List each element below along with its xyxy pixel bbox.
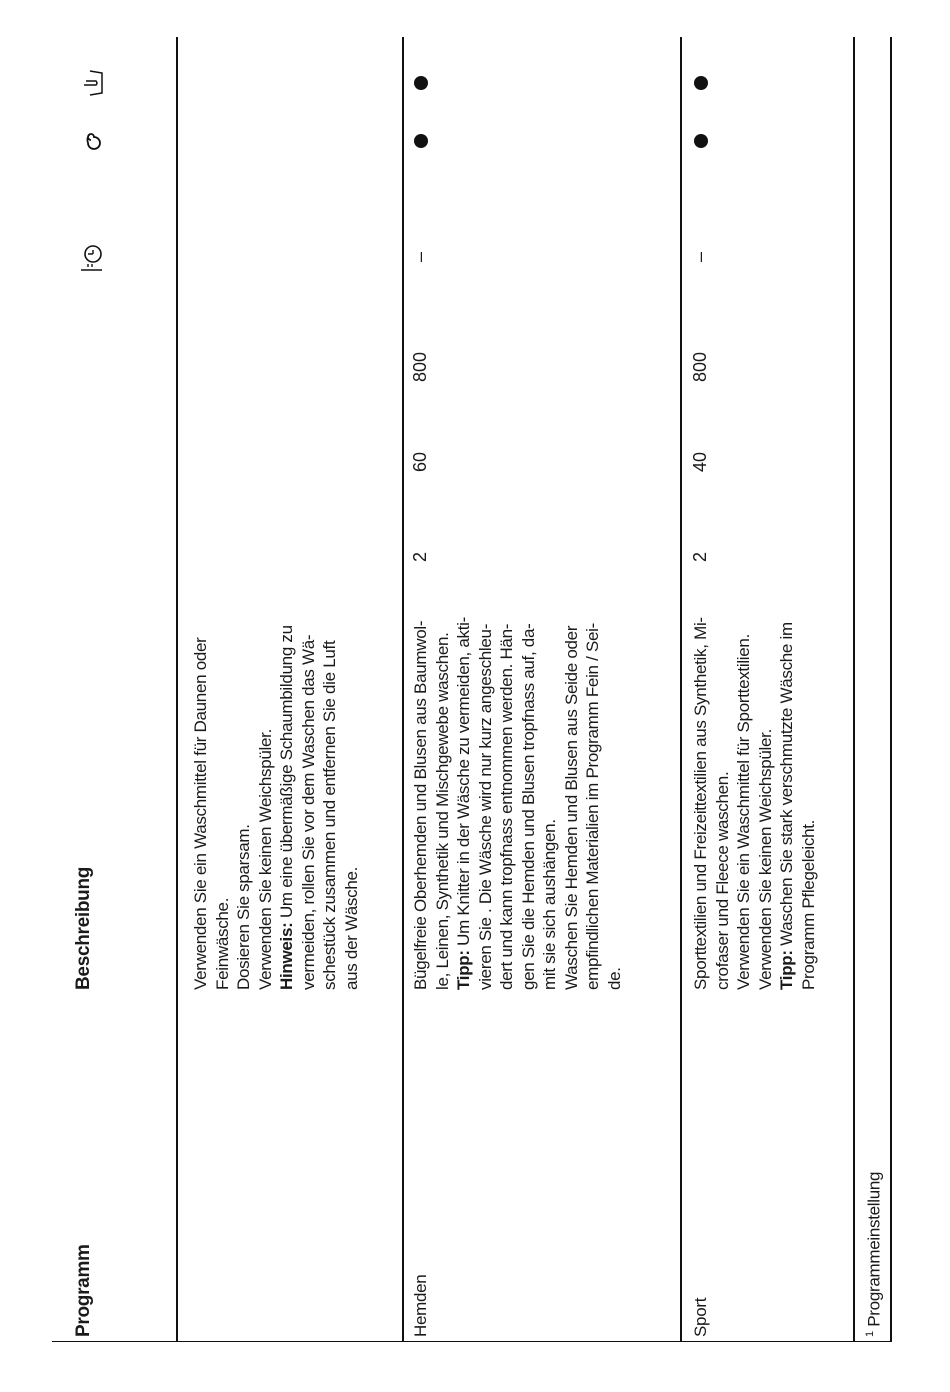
column-separator (52, 1341, 890, 1342)
row1-description (190, 530, 362, 990)
header-rule (176, 37, 178, 1342)
row2-tip-label: Tipp: (454, 950, 473, 990)
row1-line (276, 530, 298, 990)
row2-temp: 60 (410, 451, 430, 472)
program-name: Hemden (411, 1274, 430, 1337)
row3-line: Verwenden Sie ein Waschmittel für Sporttextilien. (734, 633, 753, 990)
hand-wash-icon (80, 69, 106, 97)
timer-icon (78, 242, 106, 272)
row3-spin: 800 (690, 351, 710, 382)
footnote-rule (890, 37, 892, 1342)
row-rule (402, 37, 404, 1342)
row3-line: crofaser und Fleece waschen. (712, 771, 732, 990)
row2-line: gen Sie die Hemden und Blusen tropfnass auf, da- (518, 623, 538, 990)
row1-line: vermeiden, rollen Sie vor dem Waschen das Wä- (298, 634, 318, 990)
row2-tip-text: Um Knitter in der Wäsche zu vermeiden, akti- (454, 617, 473, 951)
row2-spin: 800 (410, 351, 430, 382)
footnote-marker: 1 (864, 1331, 876, 1337)
row2-line: dert und kann tropfnass entnommen werden. Hän- (497, 623, 516, 990)
row2-line: mit sie sich aushängen. (540, 819, 559, 990)
row1-hint-text: Um eine übermäßige Schaumbildung zu (277, 625, 296, 923)
row2-line: Waschen Sie Hemden und Blusen aus Seide oder (561, 625, 581, 990)
row3-hand-dot (694, 76, 708, 90)
row2-line: de. (604, 967, 624, 990)
header-description: Beschreibung (73, 866, 94, 990)
row2-line: vieren Sie . Die Wäsche wird nur kurz angeschleu- (475, 623, 495, 990)
footnote (860, 1172, 885, 1337)
row-rule (853, 37, 855, 1342)
row3-line: Sporttextilien und Freizeittextilien aus Synthetik, Mi- (691, 617, 710, 990)
row1-line: Feinwäsche. (212, 897, 232, 990)
row1-line: schestück zusammen und entfernen Sie die Luft (320, 640, 339, 990)
row3-description (690, 490, 819, 990)
row1-line: Verwenden Sie ein Waschmittel für Daunen oder (191, 637, 210, 990)
row3-swirl-dot (694, 134, 708, 148)
row1-line: aus der Wäsche. (341, 866, 361, 990)
row-rule (680, 37, 682, 1342)
header-program: Programm (73, 1244, 94, 1337)
row3-temp: 40 (690, 451, 710, 472)
row1-line: Verwenden Sie keinen Weichspüler. (255, 728, 275, 990)
row2-load: 2 (410, 551, 430, 562)
row3-line: Programm Pflegeleicht. (798, 819, 818, 990)
row2-description (410, 490, 625, 990)
row3-load: 2 (690, 551, 710, 562)
row3-line: Verwenden Sie keinen Weichspüler. (755, 728, 775, 990)
row2-line (453, 490, 475, 990)
row2-swirl-dot (414, 134, 428, 148)
row2-line: Bügelfreie Oberhemden und Blusen aus Baumwol- (411, 620, 430, 990)
row2-timer: – (410, 251, 430, 262)
program-name: Sport (691, 1297, 710, 1337)
row3-timer: – (690, 251, 710, 262)
row3-line (776, 490, 798, 990)
row3-tip-label: Tipp: (777, 950, 796, 990)
row3-tip-text: Waschen Sie stark verschmutzte Wäsche im (777, 622, 796, 951)
row1-hint-label: Hinweis: (277, 922, 296, 990)
row2-line: le, Leinen, Synthetik und Mischgewebe waschen. (432, 632, 452, 990)
swirl-icon (79, 128, 103, 152)
footnote-text: Programmeinstellung (864, 1171, 884, 1327)
row1-line: Dosieren Sie sparsam. (234, 824, 253, 990)
row2-line: empfindlichen Materialien im Programm Fein / Sei- (583, 623, 602, 990)
row2-hand-dot (414, 76, 428, 90)
